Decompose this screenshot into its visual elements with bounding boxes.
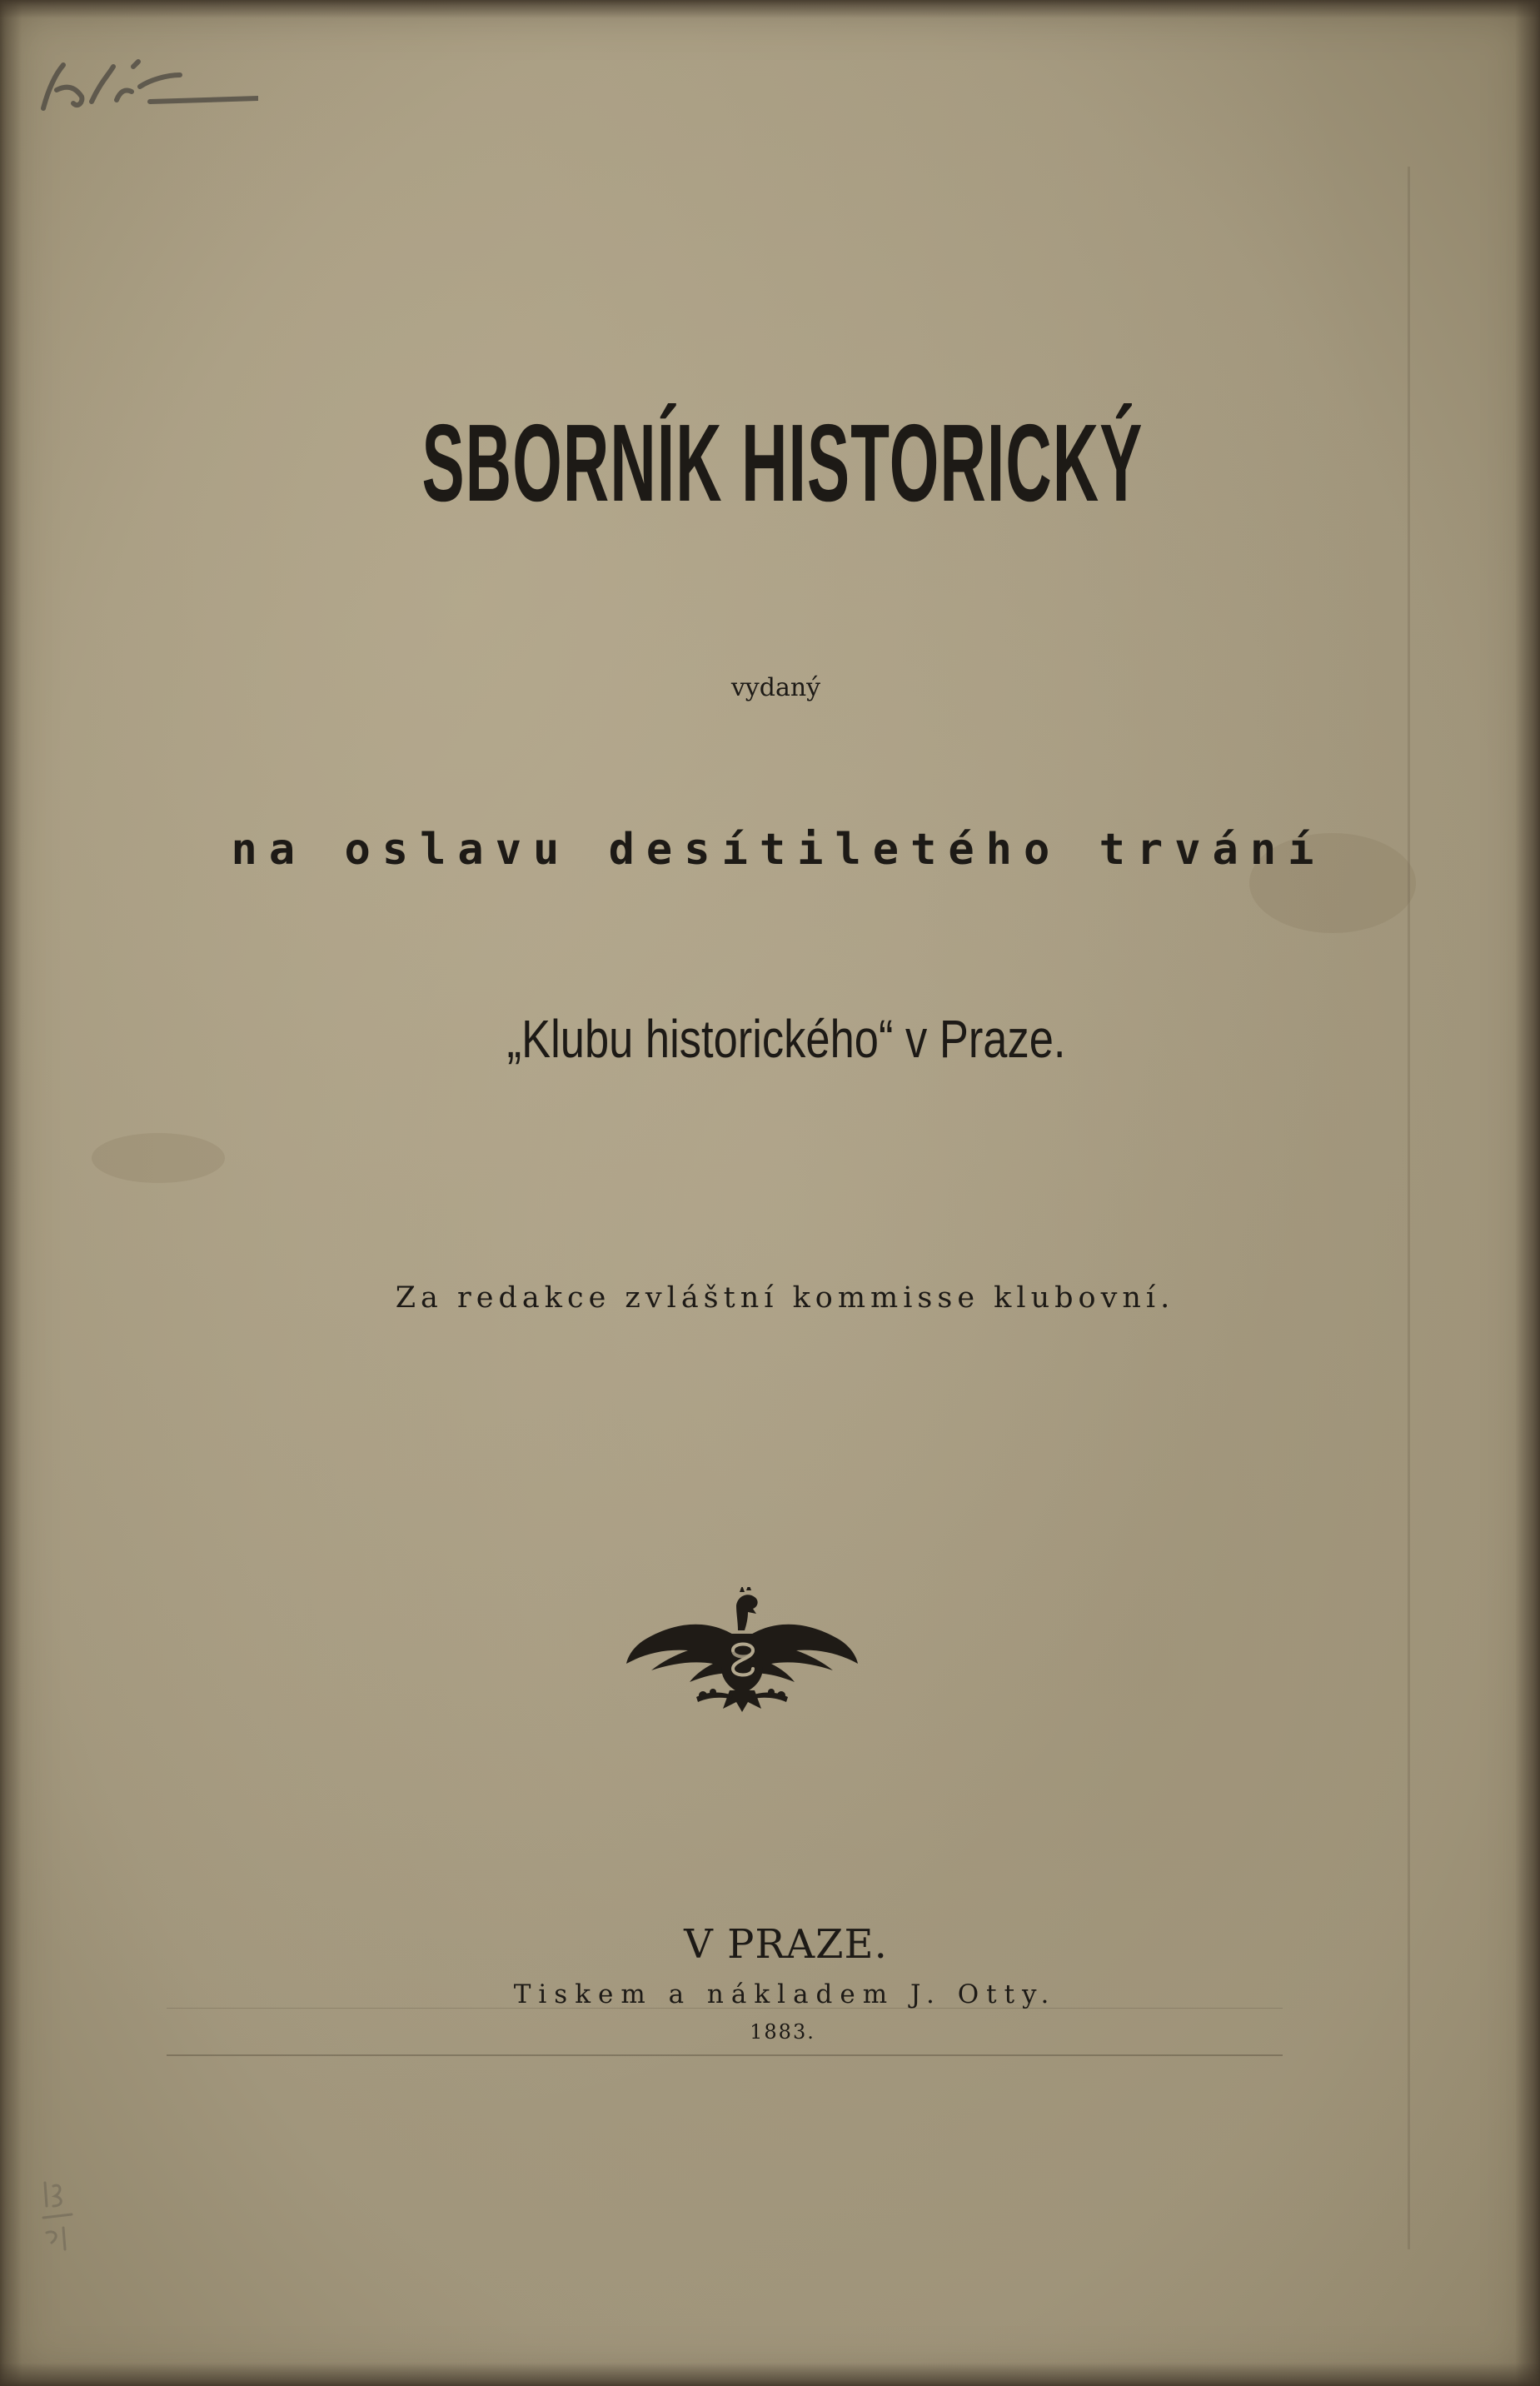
cover-title-text: SBORNÍK HISTORICKÝ [421, 402, 1144, 524]
imprint-year: 1883. [750, 2020, 815, 2044]
handwritten-signature [33, 50, 258, 125]
cover-title [0, 402, 1540, 524]
page-edge-top [0, 0, 1540, 18]
eagle-emblem-icon [623, 1587, 861, 1712]
editorial-line: Za redakce zvláštní kommisse klubovní. [395, 1281, 1175, 1315]
paper-stain [92, 1133, 225, 1183]
imprint-city: V PRAZE. [684, 1921, 888, 1968]
pencil-notation [38, 2166, 88, 2258]
club-line-text: „Klubu historického“ v Praze. [507, 1009, 1066, 1069]
club-line [0, 1008, 1540, 1070]
imprint-printer: Tiskem a nákladem J. Otty. [513, 1979, 1057, 2009]
imprint-rule [167, 2054, 1283, 2056]
occasion-line: na oslavu desítiletého trvání [231, 825, 1326, 875]
page-edge-bottom [0, 2363, 1540, 2386]
subtitle-vydany: vydaný [730, 673, 821, 702]
